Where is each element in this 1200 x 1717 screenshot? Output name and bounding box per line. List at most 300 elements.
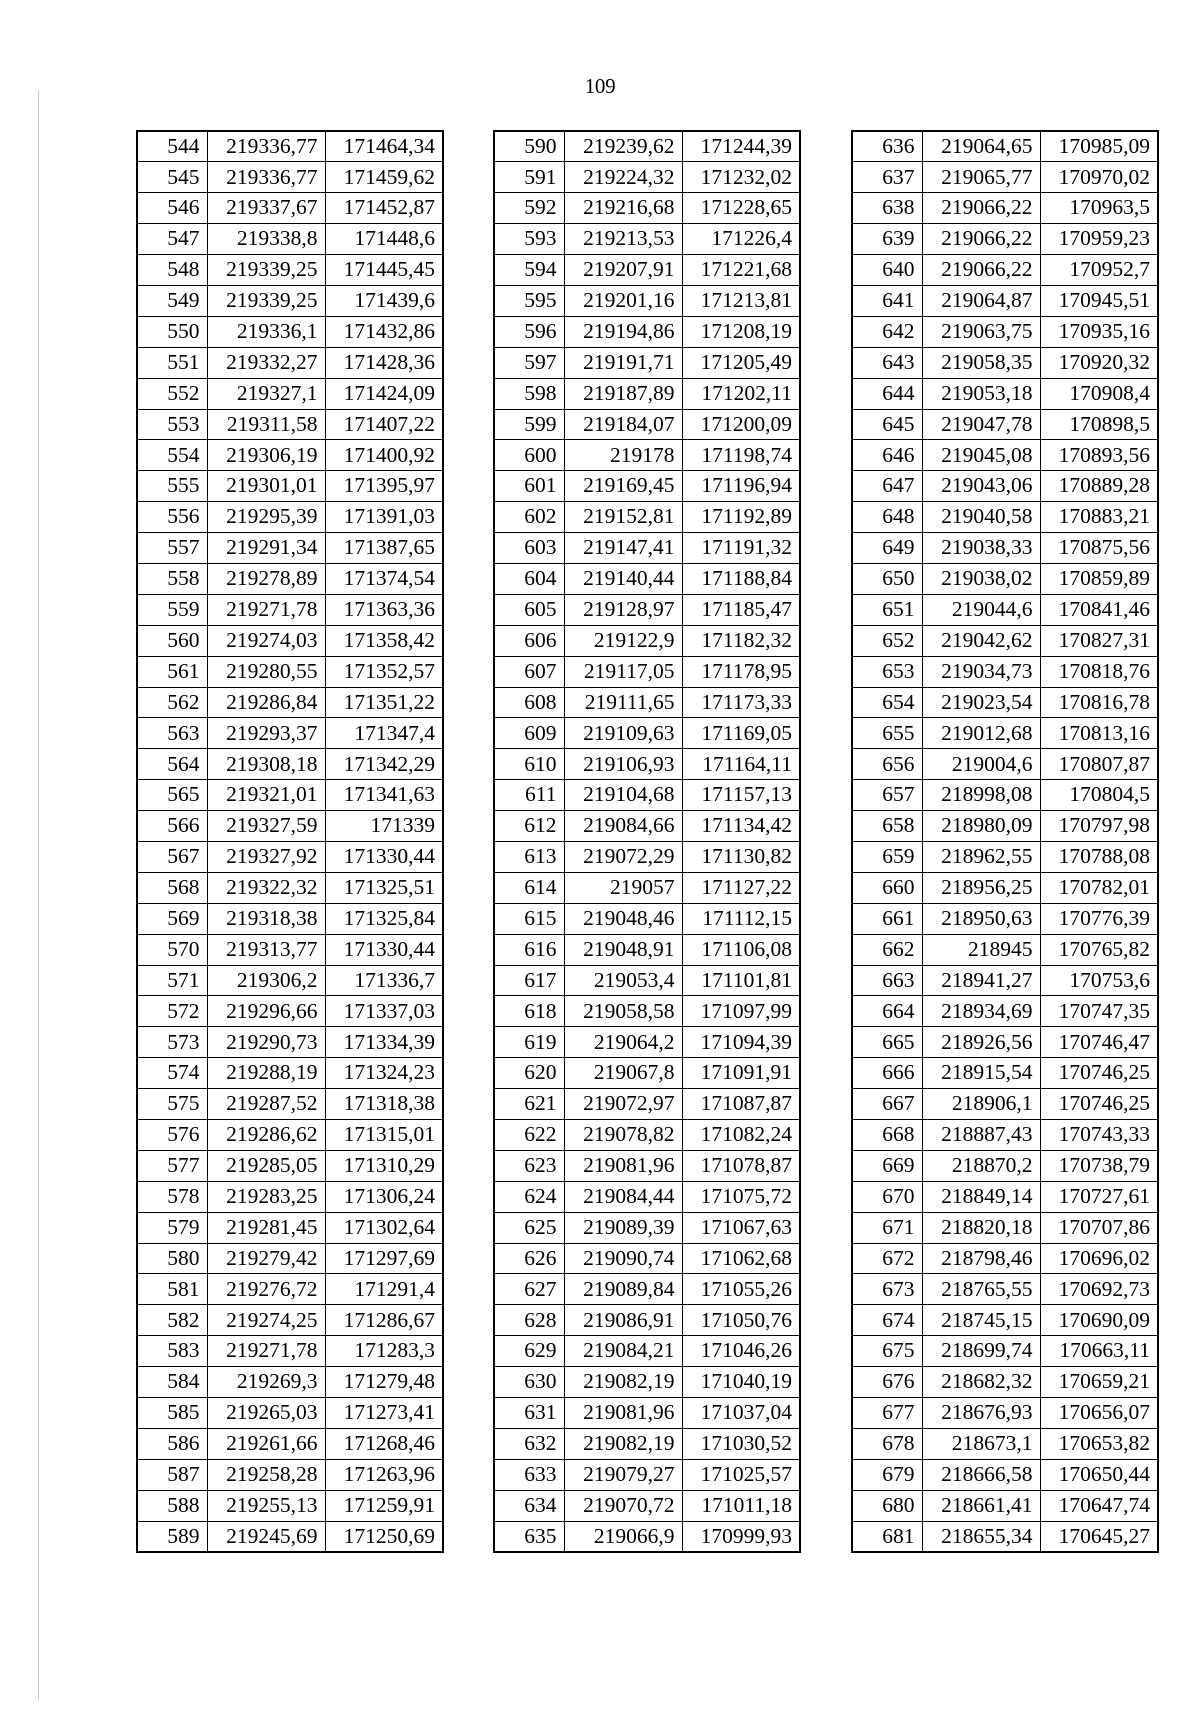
table-row — [852, 1274, 1158, 1305]
x-coordinate-cell: 219072,29 — [564, 841, 682, 872]
table-row — [494, 872, 800, 903]
y-coordinate-cell: 170653,82 — [1040, 1428, 1158, 1459]
point-number-cell: 604 — [494, 563, 564, 594]
y-coordinate-cell: 171200,09 — [682, 409, 800, 440]
table-row — [137, 1089, 443, 1120]
x-coordinate-cell: 219261,66 — [207, 1428, 325, 1459]
table-row — [137, 996, 443, 1027]
table-row — [852, 594, 1158, 625]
x-coordinate-cell: 219283,25 — [207, 1181, 325, 1212]
table-row — [852, 1243, 1158, 1274]
x-coordinate-cell: 219058,35 — [922, 347, 1040, 378]
x-coordinate-cell: 219057 — [564, 872, 682, 903]
y-coordinate-cell: 170935,16 — [1040, 316, 1158, 347]
table-row — [494, 1398, 800, 1429]
y-coordinate-cell: 170827,31 — [1040, 625, 1158, 656]
y-coordinate-cell: 171091,91 — [682, 1058, 800, 1089]
table-row — [494, 255, 800, 286]
point-number-cell: 628 — [494, 1305, 564, 1336]
table-row — [137, 1305, 443, 1336]
table-row — [137, 1058, 443, 1089]
y-coordinate-cell: 171030,52 — [682, 1428, 800, 1459]
point-number-cell: 644 — [852, 378, 922, 409]
table-row — [494, 1521, 800, 1552]
coordinates-table-body — [852, 131, 1158, 1552]
table-row — [494, 996, 800, 1027]
x-coordinate-cell: 219285,05 — [207, 1150, 325, 1181]
table-row — [852, 780, 1158, 811]
table-row — [852, 1459, 1158, 1490]
x-coordinate-cell: 218906,1 — [922, 1089, 1040, 1120]
point-number-cell: 643 — [852, 347, 922, 378]
y-coordinate-cell: 170963,5 — [1040, 193, 1158, 224]
point-number-cell: 625 — [494, 1212, 564, 1243]
point-number-cell: 609 — [494, 718, 564, 749]
point-number-cell: 672 — [852, 1243, 922, 1274]
y-coordinate-cell: 170908,4 — [1040, 378, 1158, 409]
point-number-cell: 588 — [137, 1490, 207, 1521]
table-row — [137, 255, 443, 286]
table-row — [137, 780, 443, 811]
table-row — [137, 718, 443, 749]
y-coordinate-cell: 170776,39 — [1040, 903, 1158, 934]
y-coordinate-cell: 170999,93 — [682, 1521, 800, 1552]
table-row — [494, 563, 800, 594]
table-row — [494, 749, 800, 780]
point-number-cell: 592 — [494, 193, 564, 224]
table-row — [852, 347, 1158, 378]
point-number-cell: 608 — [494, 687, 564, 718]
x-coordinate-cell: 219178 — [564, 440, 682, 471]
x-coordinate-cell: 218673,1 — [922, 1428, 1040, 1459]
point-number-cell: 646 — [852, 440, 922, 471]
table-row — [137, 1521, 443, 1552]
x-coordinate-cell: 219012,68 — [922, 718, 1040, 749]
y-coordinate-cell: 171351,22 — [325, 687, 443, 718]
y-coordinate-cell: 171279,48 — [325, 1367, 443, 1398]
x-coordinate-cell: 219023,54 — [922, 687, 1040, 718]
x-coordinate-cell: 219147,41 — [564, 533, 682, 564]
y-coordinate-cell: 171134,42 — [682, 811, 800, 842]
point-number-cell: 559 — [137, 594, 207, 625]
y-coordinate-cell: 171094,39 — [682, 1027, 800, 1058]
y-coordinate-cell: 171046,26 — [682, 1336, 800, 1367]
x-coordinate-cell: 219306,2 — [207, 965, 325, 996]
table-row — [852, 1428, 1158, 1459]
y-coordinate-cell: 170813,16 — [1040, 718, 1158, 749]
point-number-cell: 648 — [852, 502, 922, 533]
point-number-cell: 636 — [852, 131, 922, 162]
table-row — [137, 1120, 443, 1151]
point-number-cell: 556 — [137, 502, 207, 533]
point-number-cell: 598 — [494, 378, 564, 409]
table-row — [494, 1181, 800, 1212]
x-coordinate-cell: 219040,58 — [922, 502, 1040, 533]
table-row — [137, 594, 443, 625]
table-row — [852, 872, 1158, 903]
point-number-cell: 568 — [137, 872, 207, 903]
point-number-cell: 594 — [494, 255, 564, 286]
point-number-cell: 655 — [852, 718, 922, 749]
table-row — [494, 625, 800, 656]
table-row — [137, 1428, 443, 1459]
table-row — [494, 594, 800, 625]
point-number-cell: 548 — [137, 255, 207, 286]
table-row — [852, 255, 1158, 286]
point-number-cell: 558 — [137, 563, 207, 594]
x-coordinate-cell: 219194,86 — [564, 316, 682, 347]
point-number-cell: 569 — [137, 903, 207, 934]
x-coordinate-cell: 219082,19 — [564, 1428, 682, 1459]
table-row — [494, 1212, 800, 1243]
table-row — [852, 996, 1158, 1027]
x-coordinate-cell: 218980,09 — [922, 811, 1040, 842]
y-coordinate-cell: 170816,78 — [1040, 687, 1158, 718]
point-number-cell: 630 — [494, 1367, 564, 1398]
y-coordinate-cell: 170746,25 — [1040, 1058, 1158, 1089]
point-number-cell: 616 — [494, 934, 564, 965]
y-coordinate-cell: 171439,6 — [325, 285, 443, 316]
x-coordinate-cell: 219081,96 — [564, 1150, 682, 1181]
table-row — [852, 965, 1158, 996]
point-number-cell: 649 — [852, 533, 922, 564]
table-row — [852, 471, 1158, 502]
x-coordinate-cell: 219089,84 — [564, 1274, 682, 1305]
y-coordinate-cell: 170690,09 — [1040, 1305, 1158, 1336]
table-row — [494, 687, 800, 718]
table-row — [852, 934, 1158, 965]
table-row — [494, 718, 800, 749]
coordinates-table-1 — [136, 130, 444, 1553]
x-coordinate-cell: 219224,32 — [564, 162, 682, 193]
y-coordinate-cell: 170747,35 — [1040, 996, 1158, 1027]
y-coordinate-cell: 171169,05 — [682, 718, 800, 749]
table-row — [852, 378, 1158, 409]
x-coordinate-cell: 219053,4 — [564, 965, 682, 996]
y-coordinate-cell: 171297,69 — [325, 1243, 443, 1274]
table-row — [137, 409, 443, 440]
x-coordinate-cell: 219065,77 — [922, 162, 1040, 193]
x-coordinate-cell: 219048,91 — [564, 934, 682, 965]
point-number-cell: 607 — [494, 656, 564, 687]
table-row — [852, 1367, 1158, 1398]
y-coordinate-cell: 171067,63 — [682, 1212, 800, 1243]
y-coordinate-cell: 171325,51 — [325, 872, 443, 903]
y-coordinate-cell: 170650,44 — [1040, 1459, 1158, 1490]
y-coordinate-cell: 171330,44 — [325, 841, 443, 872]
x-coordinate-cell: 219066,22 — [922, 255, 1040, 286]
y-coordinate-cell: 170818,76 — [1040, 656, 1158, 687]
x-coordinate-cell: 219339,25 — [207, 285, 325, 316]
point-number-cell: 653 — [852, 656, 922, 687]
scan-edge-mark — [38, 90, 39, 1700]
x-coordinate-cell: 219064,65 — [922, 131, 1040, 162]
table-row — [494, 285, 800, 316]
point-number-cell: 660 — [852, 872, 922, 903]
x-coordinate-cell: 219239,62 — [564, 131, 682, 162]
table-row — [137, 903, 443, 934]
x-coordinate-cell: 219280,55 — [207, 656, 325, 687]
x-coordinate-cell: 218870,2 — [922, 1150, 1040, 1181]
table-row — [852, 563, 1158, 594]
y-coordinate-cell: 171318,38 — [325, 1089, 443, 1120]
y-coordinate-cell: 171330,44 — [325, 934, 443, 965]
y-coordinate-cell: 171424,09 — [325, 378, 443, 409]
table-row — [137, 1243, 443, 1274]
y-coordinate-cell: 171226,4 — [682, 224, 800, 255]
x-coordinate-cell: 219042,62 — [922, 625, 1040, 656]
y-coordinate-cell: 170738,79 — [1040, 1150, 1158, 1181]
table-row — [137, 563, 443, 594]
x-coordinate-cell: 219043,06 — [922, 471, 1040, 502]
table-row — [137, 656, 443, 687]
point-number-cell: 581 — [137, 1274, 207, 1305]
x-coordinate-cell: 219295,39 — [207, 502, 325, 533]
point-number-cell: 575 — [137, 1089, 207, 1120]
x-coordinate-cell: 219128,97 — [564, 594, 682, 625]
point-number-cell: 544 — [137, 131, 207, 162]
y-coordinate-cell: 170797,98 — [1040, 811, 1158, 842]
table-row — [137, 440, 443, 471]
y-coordinate-cell: 170663,11 — [1040, 1336, 1158, 1367]
x-coordinate-cell: 219276,72 — [207, 1274, 325, 1305]
x-coordinate-cell: 219287,52 — [207, 1089, 325, 1120]
table-row — [137, 162, 443, 193]
point-number-cell: 599 — [494, 409, 564, 440]
point-number-cell: 635 — [494, 1521, 564, 1552]
table-row — [137, 131, 443, 162]
table-row — [852, 502, 1158, 533]
point-number-cell: 572 — [137, 996, 207, 1027]
x-coordinate-cell: 218887,43 — [922, 1120, 1040, 1151]
x-coordinate-cell: 219117,05 — [564, 656, 682, 687]
coordinates-table-body — [137, 131, 443, 1552]
x-coordinate-cell: 219053,18 — [922, 378, 1040, 409]
table-row — [494, 1027, 800, 1058]
table-row — [852, 841, 1158, 872]
y-coordinate-cell: 171259,91 — [325, 1490, 443, 1521]
x-coordinate-cell: 219288,19 — [207, 1058, 325, 1089]
table-row — [494, 811, 800, 842]
table-row — [137, 1150, 443, 1181]
table-row — [137, 687, 443, 718]
x-coordinate-cell: 218945 — [922, 934, 1040, 965]
y-coordinate-cell: 171268,46 — [325, 1428, 443, 1459]
x-coordinate-cell: 219327,1 — [207, 378, 325, 409]
y-coordinate-cell: 171182,32 — [682, 625, 800, 656]
table-row — [494, 656, 800, 687]
x-coordinate-cell: 219265,03 — [207, 1398, 325, 1429]
point-number-cell: 679 — [852, 1459, 922, 1490]
point-number-cell: 587 — [137, 1459, 207, 1490]
x-coordinate-cell: 219082,19 — [564, 1367, 682, 1398]
table-row — [852, 1398, 1158, 1429]
y-coordinate-cell: 170647,74 — [1040, 1490, 1158, 1521]
y-coordinate-cell: 170727,61 — [1040, 1181, 1158, 1212]
table-row — [852, 1027, 1158, 1058]
y-coordinate-cell: 170659,21 — [1040, 1367, 1158, 1398]
point-number-cell: 667 — [852, 1089, 922, 1120]
point-number-cell: 573 — [137, 1027, 207, 1058]
y-coordinate-cell: 170893,56 — [1040, 440, 1158, 471]
table-row — [852, 1089, 1158, 1120]
y-coordinate-cell: 171205,49 — [682, 347, 800, 378]
table-row — [494, 224, 800, 255]
table-row — [494, 440, 800, 471]
x-coordinate-cell: 218820,18 — [922, 1212, 1040, 1243]
table-row — [137, 1336, 443, 1367]
y-coordinate-cell: 171432,86 — [325, 316, 443, 347]
point-number-cell: 639 — [852, 224, 922, 255]
point-number-cell: 665 — [852, 1027, 922, 1058]
point-number-cell: 590 — [494, 131, 564, 162]
table-row — [494, 965, 800, 996]
table-row — [494, 1243, 800, 1274]
point-number-cell: 626 — [494, 1243, 564, 1274]
y-coordinate-cell: 171127,22 — [682, 872, 800, 903]
y-coordinate-cell: 171037,04 — [682, 1398, 800, 1429]
x-coordinate-cell: 219152,81 — [564, 502, 682, 533]
y-coordinate-cell: 171250,69 — [325, 1521, 443, 1552]
point-number-cell: 603 — [494, 533, 564, 564]
y-coordinate-cell: 170746,47 — [1040, 1027, 1158, 1058]
x-coordinate-cell: 219064,2 — [564, 1027, 682, 1058]
y-coordinate-cell: 170743,33 — [1040, 1120, 1158, 1151]
y-coordinate-cell: 170765,82 — [1040, 934, 1158, 965]
table-row — [494, 347, 800, 378]
y-coordinate-cell: 170782,01 — [1040, 872, 1158, 903]
table-row — [494, 934, 800, 965]
y-coordinate-cell: 171341,63 — [325, 780, 443, 811]
point-number-cell: 622 — [494, 1120, 564, 1151]
point-number-cell: 557 — [137, 533, 207, 564]
x-coordinate-cell: 218745,15 — [922, 1305, 1040, 1336]
x-coordinate-cell: 219327,92 — [207, 841, 325, 872]
table-row — [137, 1490, 443, 1521]
y-coordinate-cell: 171283,3 — [325, 1336, 443, 1367]
y-coordinate-cell: 171374,54 — [325, 563, 443, 594]
point-number-cell: 659 — [852, 841, 922, 872]
y-coordinate-cell: 170841,46 — [1040, 594, 1158, 625]
y-coordinate-cell: 171101,81 — [682, 965, 800, 996]
y-coordinate-cell: 170807,87 — [1040, 749, 1158, 780]
x-coordinate-cell: 219281,45 — [207, 1212, 325, 1243]
x-coordinate-cell: 219089,39 — [564, 1212, 682, 1243]
table-row — [137, 316, 443, 347]
point-number-cell: 610 — [494, 749, 564, 780]
x-coordinate-cell: 219332,27 — [207, 347, 325, 378]
x-coordinate-cell: 219187,89 — [564, 378, 682, 409]
point-number-cell: 634 — [494, 1490, 564, 1521]
table-row — [137, 811, 443, 842]
point-number-cell: 547 — [137, 224, 207, 255]
point-number-cell: 567 — [137, 841, 207, 872]
y-coordinate-cell: 171173,33 — [682, 687, 800, 718]
table-row — [494, 378, 800, 409]
point-number-cell: 619 — [494, 1027, 564, 1058]
x-coordinate-cell: 218956,25 — [922, 872, 1040, 903]
x-coordinate-cell: 218666,58 — [922, 1459, 1040, 1490]
table-row — [494, 193, 800, 224]
y-coordinate-cell: 171185,47 — [682, 594, 800, 625]
x-coordinate-cell: 219169,45 — [564, 471, 682, 502]
table-row — [494, 131, 800, 162]
y-coordinate-cell: 171025,57 — [682, 1459, 800, 1490]
table-row — [137, 193, 443, 224]
point-number-cell: 551 — [137, 347, 207, 378]
point-number-cell: 637 — [852, 162, 922, 193]
x-coordinate-cell: 219044,6 — [922, 594, 1040, 625]
table-row — [137, 1027, 443, 1058]
table-row — [852, 533, 1158, 564]
table-row — [137, 378, 443, 409]
point-number-cell: 600 — [494, 440, 564, 471]
x-coordinate-cell: 219258,28 — [207, 1459, 325, 1490]
point-number-cell: 647 — [852, 471, 922, 502]
y-coordinate-cell: 170696,02 — [1040, 1243, 1158, 1274]
y-coordinate-cell: 171050,76 — [682, 1305, 800, 1336]
table-row — [852, 1120, 1158, 1151]
table-row — [852, 1336, 1158, 1367]
y-coordinate-cell: 171448,6 — [325, 224, 443, 255]
point-number-cell: 574 — [137, 1058, 207, 1089]
table-row — [494, 1089, 800, 1120]
point-number-cell: 606 — [494, 625, 564, 656]
y-coordinate-cell: 171315,01 — [325, 1120, 443, 1151]
point-number-cell: 549 — [137, 285, 207, 316]
x-coordinate-cell: 219109,63 — [564, 718, 682, 749]
x-coordinate-cell: 219038,02 — [922, 563, 1040, 594]
y-coordinate-cell: 171306,24 — [325, 1181, 443, 1212]
x-coordinate-cell: 219339,25 — [207, 255, 325, 286]
table-row — [494, 841, 800, 872]
point-number-cell: 624 — [494, 1181, 564, 1212]
y-coordinate-cell: 171445,45 — [325, 255, 443, 286]
x-coordinate-cell: 219207,91 — [564, 255, 682, 286]
table-row — [494, 780, 800, 811]
x-coordinate-cell: 219255,13 — [207, 1490, 325, 1521]
x-coordinate-cell: 218915,54 — [922, 1058, 1040, 1089]
point-number-cell: 571 — [137, 965, 207, 996]
point-number-cell: 602 — [494, 502, 564, 533]
y-coordinate-cell: 171221,68 — [682, 255, 800, 286]
y-coordinate-cell: 170875,56 — [1040, 533, 1158, 564]
point-number-cell: 611 — [494, 780, 564, 811]
y-coordinate-cell: 170883,21 — [1040, 502, 1158, 533]
point-number-cell: 585 — [137, 1398, 207, 1429]
x-coordinate-cell: 219072,97 — [564, 1089, 682, 1120]
point-number-cell: 580 — [137, 1243, 207, 1274]
table-row — [852, 903, 1158, 934]
point-number-cell: 671 — [852, 1212, 922, 1243]
point-number-cell: 564 — [137, 749, 207, 780]
y-coordinate-cell: 170692,73 — [1040, 1274, 1158, 1305]
point-number-cell: 620 — [494, 1058, 564, 1089]
point-number-cell: 676 — [852, 1367, 922, 1398]
y-coordinate-cell: 170970,02 — [1040, 162, 1158, 193]
y-coordinate-cell: 170788,08 — [1040, 841, 1158, 872]
x-coordinate-cell: 219286,84 — [207, 687, 325, 718]
table-row — [137, 533, 443, 564]
point-number-cell: 650 — [852, 563, 922, 594]
table-row — [852, 1305, 1158, 1336]
x-coordinate-cell: 219090,74 — [564, 1243, 682, 1274]
point-number-cell: 615 — [494, 903, 564, 934]
point-number-cell: 578 — [137, 1181, 207, 1212]
x-coordinate-cell: 219291,34 — [207, 533, 325, 564]
x-coordinate-cell: 219079,27 — [564, 1459, 682, 1490]
x-coordinate-cell: 219081,96 — [564, 1398, 682, 1429]
